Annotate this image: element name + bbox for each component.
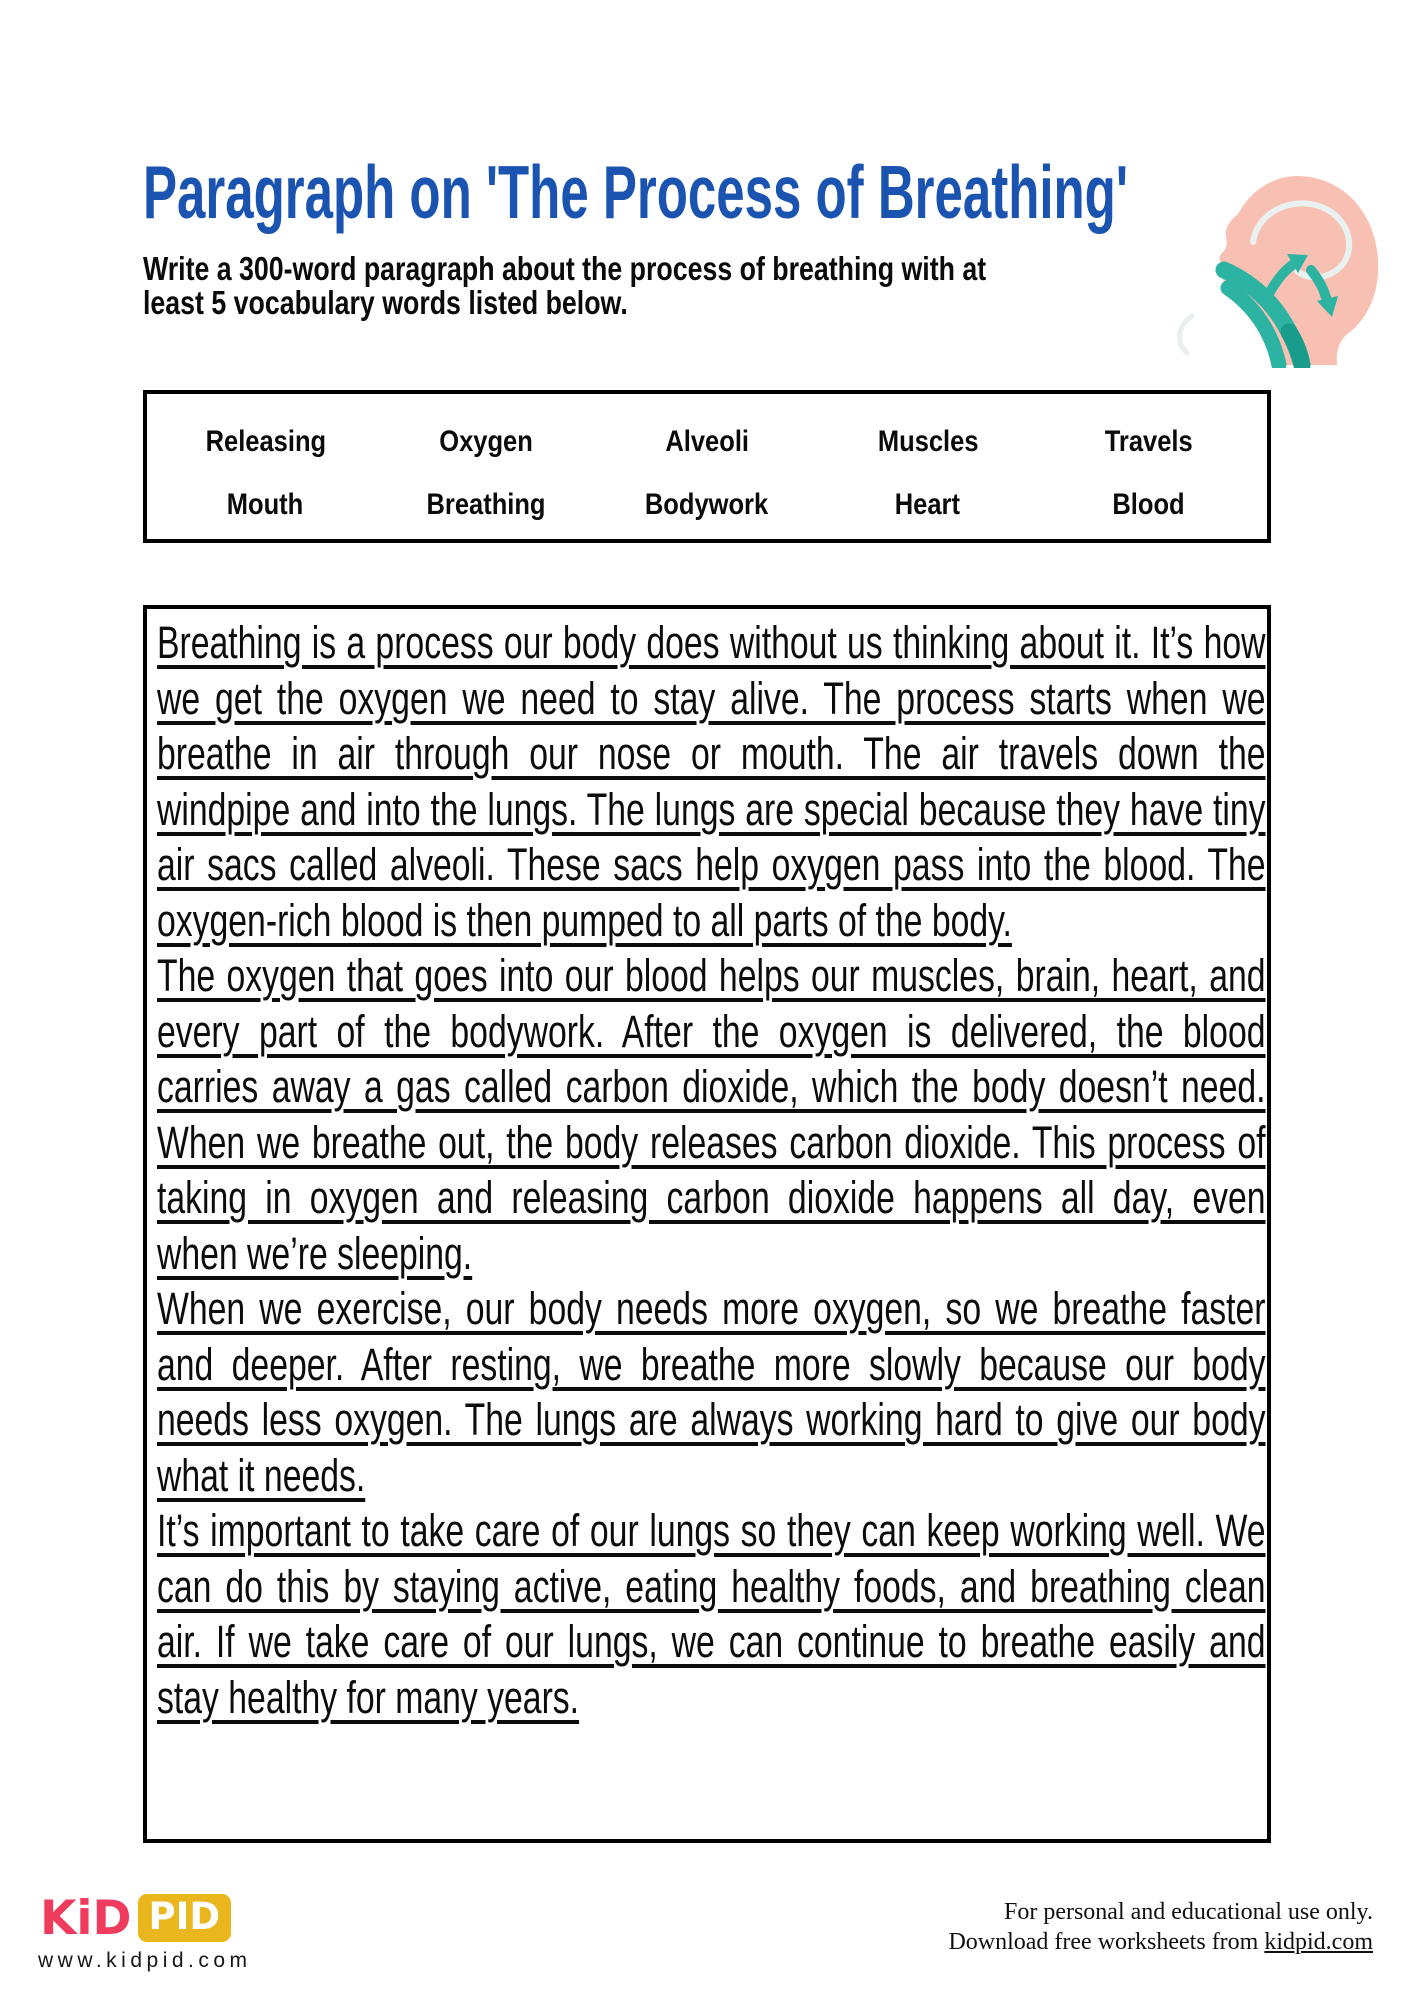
essay-paragraph-2-text: The oxygen that goes into our blood helps our muscles, brain, heart, and every part of the bodywork. After the oxygen is delivered, the blood carries away a gas called carbon dioxide, which the body doesn’t need. When we breathe out, the body releases carbon dioxide. This process of taking in oxygen and releasing carbon dioxide happens all day, even when we’re sleeping.	[157, 950, 1266, 1279]
instruction-line-2: least 5 vocabulary words listed below.	[143, 284, 628, 321]
vocab-word-mouth: Mouth	[227, 488, 304, 522]
usage-notice	[948, 1897, 1373, 1957]
vocab-word-alveoli: Alveoli	[665, 424, 749, 458]
essay-paragraph-2	[157, 948, 1266, 1281]
vocab-word-muscles: Muscles	[877, 424, 979, 458]
essay-paragraph-4	[157, 1503, 1266, 1725]
vocab-word-releasing: Releasing	[205, 424, 326, 458]
breath-arc	[1180, 316, 1192, 353]
essay-paragraph-3-text: When we exercise, our body needs more oxygen, so we breathe faster and deeper. After resting, we breathe more slowly because our body needs less oxygen. The lungs are always working hard to give our body what it needs.	[157, 1283, 1266, 1501]
essay-paragraph-3	[157, 1281, 1266, 1503]
usage-notice-line-2	[948, 1927, 1373, 1957]
essay-paragraph-1-text: Breathing is a process our body does without us thinking about it. It’s how we get the oxygen we need to stay alive. The process starts when we breathe in air through our nose or mouth. The air travels down the windpipe and into the lungs. The lungs are special because they have tiny air sacs called alveoli. These sacs help oxygen pass into the blood. The oxygen-rich blood is then pumped to all parts of the body.	[157, 617, 1266, 946]
vocab-word-heart: Heart	[895, 488, 961, 522]
kidpid-logo	[40, 1890, 231, 1946]
vocab-word-blood: Blood	[1112, 488, 1185, 522]
website-url: www.kidpid.com	[38, 1949, 252, 1972]
vocab-word-oxygen: Oxygen	[439, 424, 533, 458]
vocab-word-bodywork: Bodywork	[645, 488, 769, 522]
essay-text	[157, 615, 1266, 1725]
kidpid-logo-pid: PID	[138, 1894, 232, 1942]
breathing-head-icon	[1150, 170, 1385, 368]
instruction-line-1: Write a 300-word paragraph about the process of breathing with at	[143, 250, 987, 287]
essay-answer-box	[143, 605, 1271, 1843]
instruction-text	[143, 252, 986, 320]
page-title: Paragraph on 'The Process of Breathing'	[143, 150, 1128, 234]
vocab-word-travels: Travels	[1104, 424, 1193, 458]
kidpid-logo-kid: KiD	[40, 1890, 132, 1946]
essay-paragraph-1	[157, 615, 1266, 948]
kidpid-link[interactable]: kidpid.com	[1264, 1929, 1373, 1955]
usage-notice-line-1: For personal and educational use only.	[1003, 1899, 1373, 1925]
vocab-word-breathing: Breathing	[426, 488, 546, 522]
essay-paragraph-4-text: It’s important to take care of our lungs so they can keep working well. We can do this by staying active, eating healthy foods, and breathing clean air. If we take care of our lungs, we can continue to breathe easily and stay healthy for many years.	[157, 1505, 1266, 1723]
usage-notice-line-2-prefix: Download free worksheets from	[948, 1929, 1265, 1955]
vocabulary-box	[143, 390, 1271, 543]
